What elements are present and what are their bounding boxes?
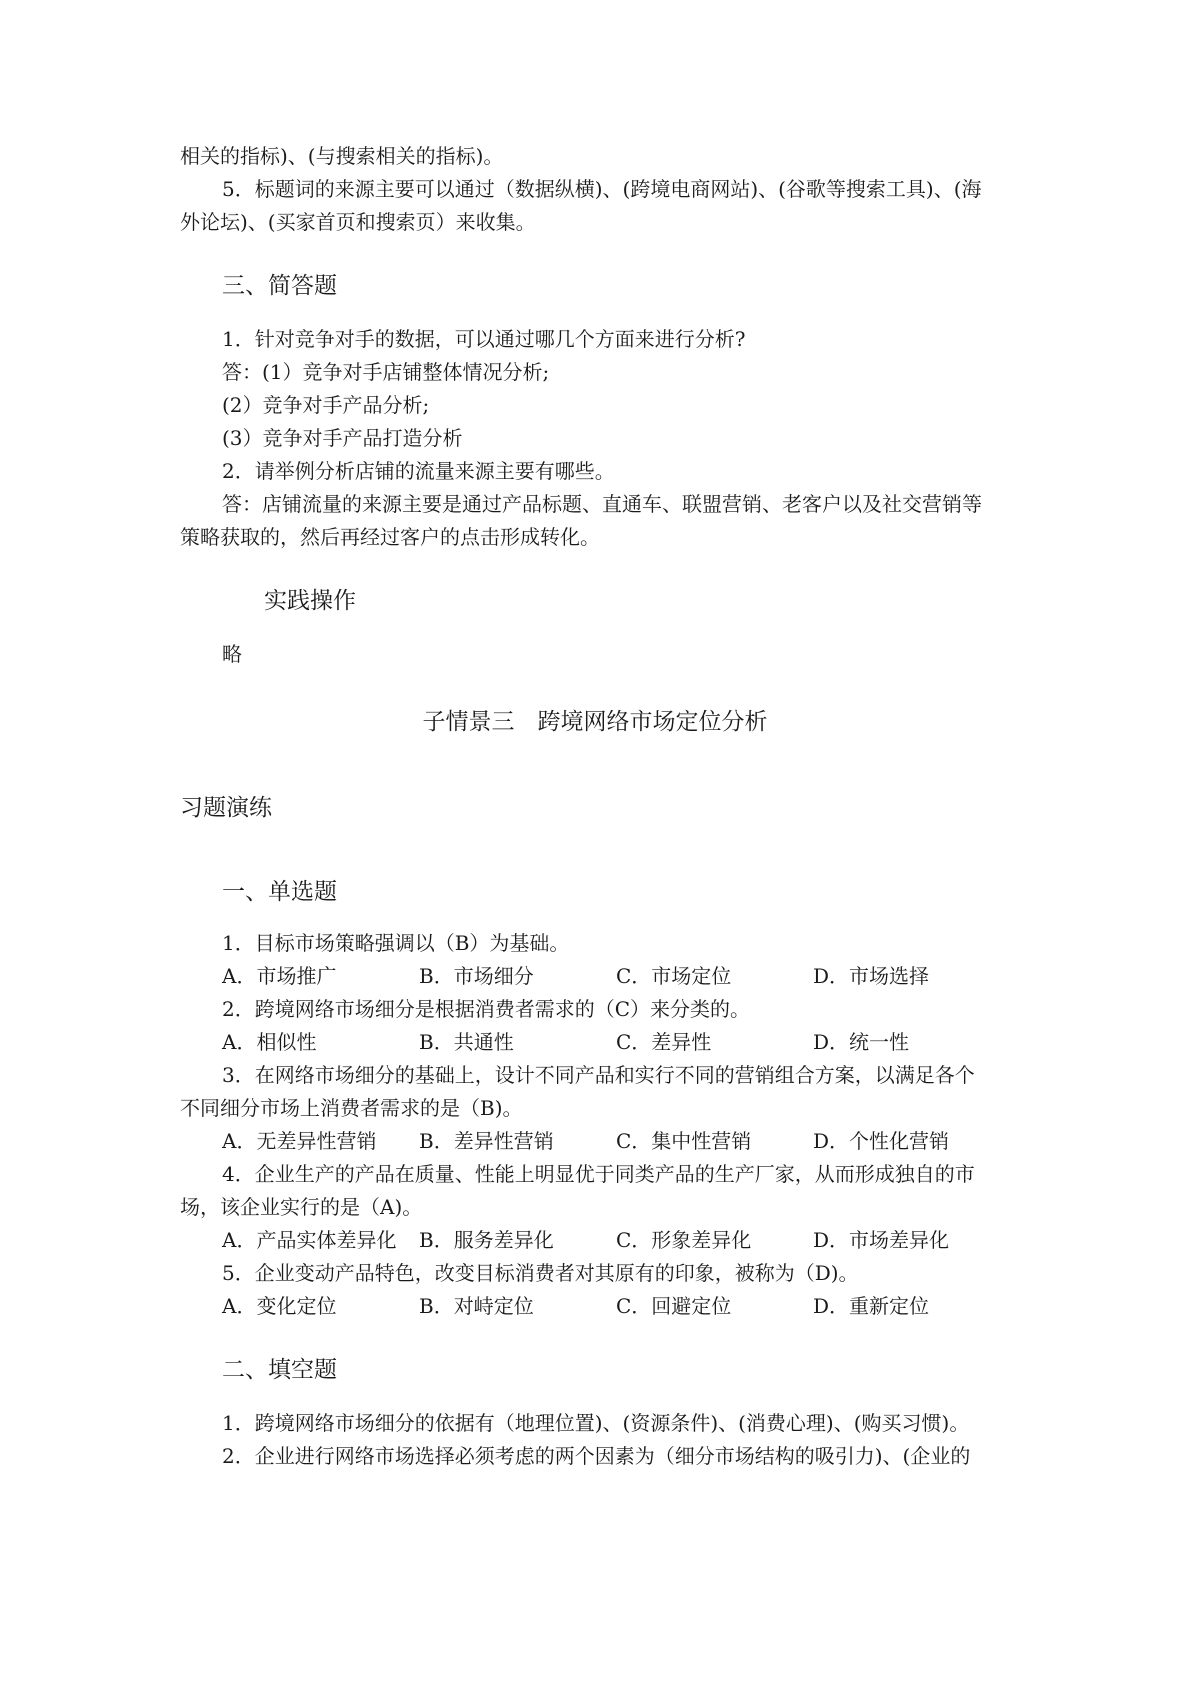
answer-text: 答：(1）竞争对手店铺整体情况分析; (222, 360, 550, 384)
answer-text: 答：店铺流量的来源主要是通过产品标题、直通车、联盟营销、老客户以及社交营销等 (222, 492, 982, 516)
option: D．市场差异化 (813, 1228, 950, 1252)
option: D．统一性 (813, 1030, 910, 1054)
option: B．对峙定位 (419, 1294, 534, 1318)
options-row (180, 1290, 1010, 1323)
answer-text: (3）竞争对手产品打造分析 (222, 426, 463, 450)
text-line: 5．标题词的来源主要可以通过（数据纵横)、(跨境电商网站)、(谷歌等搜索工具)、(海 (222, 177, 982, 201)
options-row (180, 1026, 1010, 1059)
option: A．相似性 (222, 1030, 317, 1054)
section-heading-practice: 实践操作 (264, 588, 356, 614)
text-line: 相关的指标)、(与搜索相关的指标)。 (180, 144, 504, 168)
question-stem: 2．跨境网络市场细分是根据消费者需求的（C）来分类的。 (222, 997, 751, 1021)
options-row (180, 1125, 1010, 1158)
answer-text: (2）竞争对手产品分析; (222, 393, 430, 417)
document-page (180, 140, 1010, 1473)
option: B．差异性营销 (419, 1129, 554, 1153)
section-heading-short-answer: 三、简答题 (222, 273, 337, 299)
question-text: 2．企业进行网络市场选择必须考虑的两个因素为（细分市场结构的吸引力)、(企业的 (222, 1444, 971, 1468)
question-stem: 不同细分市场上消费者需求的是（B)。 (180, 1096, 523, 1120)
question-text: 1．针对竞争对手的数据，可以通过哪几个方面来进行分析? (222, 327, 746, 351)
exercises-heading: 习题演练 (180, 795, 272, 821)
option: C．回避定位 (616, 1294, 732, 1318)
option: A．市场推广 (222, 964, 337, 988)
option: C．集中性营销 (616, 1129, 752, 1153)
section-heading-fill-blank: 二、填空题 (222, 1357, 337, 1383)
option: C．差异性 (616, 1030, 712, 1054)
option: C．形象差异化 (616, 1228, 752, 1252)
text-line: 外论坛)、(买家首页和搜索页）来收集。 (180, 210, 536, 234)
options-row (180, 1224, 1010, 1257)
option: A．产品实体差异化 (222, 1228, 397, 1252)
question-stem: 5．企业变动产品特色，改变目标消费者对其原有的印象，被称为（D)。 (222, 1261, 859, 1285)
option: A．无差异性营销 (222, 1129, 377, 1153)
option: A．变化定位 (222, 1294, 337, 1318)
options-row (180, 960, 1010, 993)
question-stem: 1．目标市场策略强调以（B）为基础。 (222, 931, 570, 955)
question-text: 1．跨境网络市场细分的依据有（地理位置)、(资源条件)、(消费心理)、(购买习惯)。 (222, 1411, 970, 1435)
option: B．服务差异化 (419, 1228, 554, 1252)
option: D．个性化营销 (813, 1129, 950, 1153)
option: B．共通性 (419, 1030, 514, 1054)
subscene-title: 子情景三 跨境网络市场定位分析 (422, 709, 768, 735)
option: D．市场选择 (813, 964, 930, 988)
question-stem: 场，该企业实行的是（A)。 (180, 1195, 423, 1219)
answer-text: 策略获取的，然后再经过客户的点击形成转化。 (180, 525, 600, 549)
practice-body: 略 (222, 642, 242, 666)
option: C．市场定位 (616, 964, 732, 988)
section-heading-single-choice: 一、单选题 (222, 879, 337, 905)
option: B．市场细分 (419, 964, 534, 988)
option: D．重新定位 (813, 1294, 930, 1318)
question-stem: 3．在网络市场细分的基础上，设计不同产品和实行不同的营销组合方案，以满足各个 (222, 1063, 975, 1087)
question-text: 2．请举例分析店铺的流量来源主要有哪些。 (222, 459, 615, 483)
question-stem: 4．企业生产的产品在质量、性能上明显优于同类产品的生产厂家，从而形成独自的市 (222, 1162, 975, 1186)
